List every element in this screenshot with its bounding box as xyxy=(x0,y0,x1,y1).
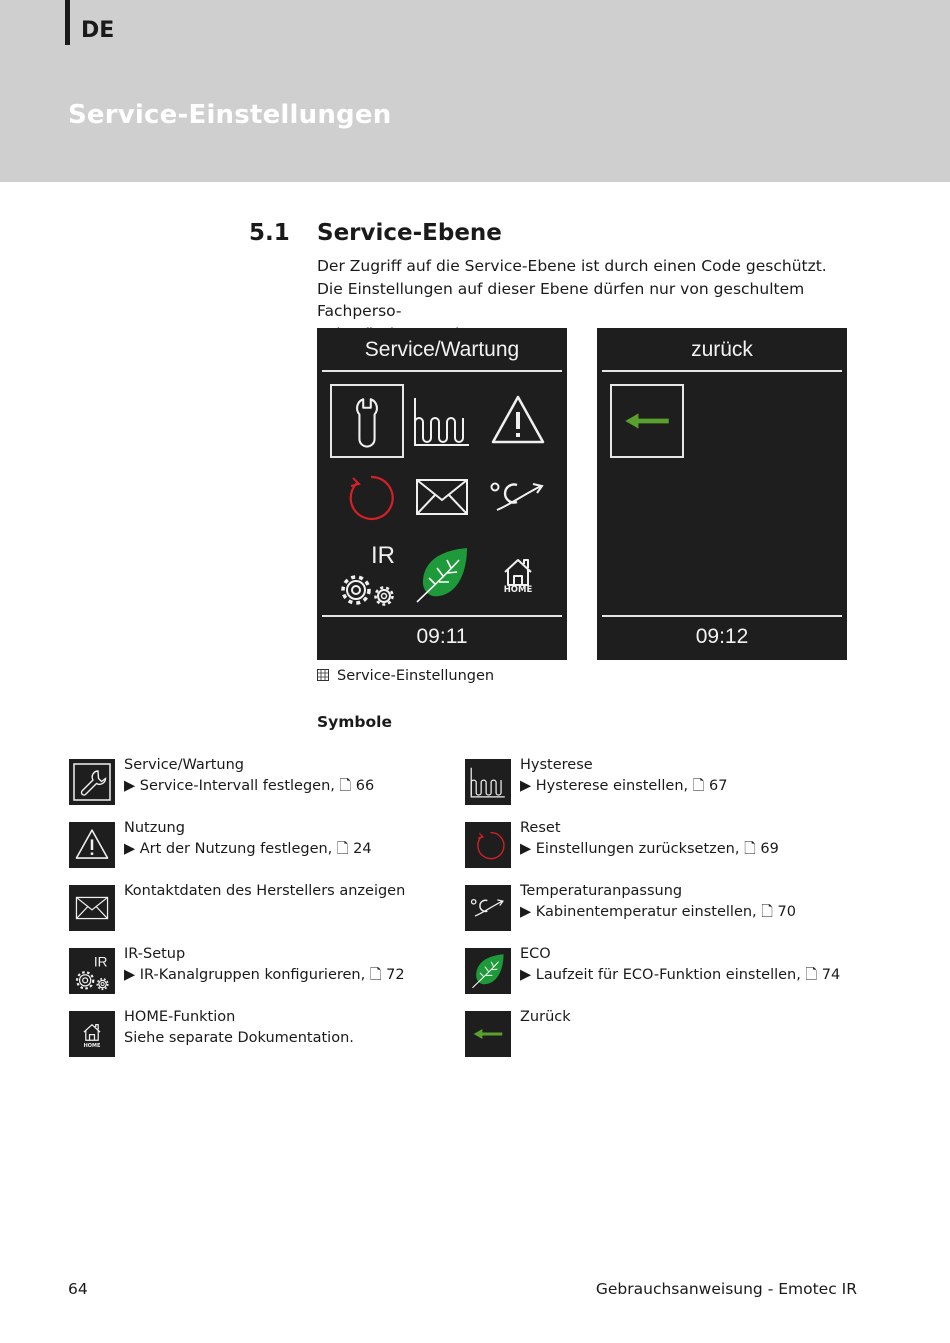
symbol-link[interactable]: ▶ Art der Nutzung festlegen, 🗋 24 xyxy=(124,841,372,857)
symbol-title: Service/Wartung xyxy=(124,757,245,773)
caption-text: Service-Einstellungen xyxy=(337,668,495,684)
screen-clock: 09:11 xyxy=(416,625,468,648)
temperature-adjust-icon xyxy=(465,885,511,931)
screen-title: Service/Wartung xyxy=(364,338,520,361)
ir-setup-icon xyxy=(69,948,115,994)
ir-setup-icon[interactable] xyxy=(330,538,404,612)
grid-icon xyxy=(317,669,329,681)
ir-label: IR xyxy=(371,542,395,569)
symbol-title: Nutzung xyxy=(124,820,185,836)
warning-icon[interactable] xyxy=(481,384,555,458)
back-screen xyxy=(597,328,847,660)
symbol-link[interactable]: ▶ IR-Kanalgruppen konfigurieren, 🗋 72 xyxy=(124,967,405,983)
service-menu-screen xyxy=(317,328,567,660)
screen-divider xyxy=(602,615,842,617)
figure-caption xyxy=(317,668,494,684)
symbols-heading: Symbole xyxy=(317,713,392,731)
symbol-desc: Siehe separate Dokumentation. xyxy=(124,1030,354,1046)
eco-leaf-icon xyxy=(465,948,511,994)
document-title: Gebrauchsanweisung - Emotec IR xyxy=(595,1280,857,1298)
home-icon[interactable] xyxy=(481,538,555,612)
screen-clock: 09:12 xyxy=(695,625,749,648)
svg-text:HOME: HOME xyxy=(83,1043,101,1050)
home-icon xyxy=(69,1011,115,1057)
hysteresis-icon[interactable] xyxy=(405,384,479,458)
warning-icon xyxy=(69,822,115,868)
eco-leaf-icon[interactable] xyxy=(405,538,479,612)
symbol-title: Kontaktdaten des Herstellers anzeigen xyxy=(124,883,406,899)
symbol-link[interactable]: ▶ Hysterese einstellen, 🗋 67 xyxy=(520,778,728,794)
back-arrow-icon[interactable] xyxy=(610,384,684,458)
symbol-title: Zurück xyxy=(520,1009,571,1025)
symbol-title: Reset xyxy=(520,820,561,836)
page-number: 64 xyxy=(68,1280,88,1298)
screen-divider xyxy=(322,615,562,617)
back-arrow-icon xyxy=(465,1011,511,1057)
home-label: HOME xyxy=(503,585,533,595)
section-number: 5.1 xyxy=(249,220,290,246)
symbol-title: IR-Setup xyxy=(124,946,186,962)
language-marker xyxy=(65,0,70,45)
section-title: Service-Ebene xyxy=(317,220,502,246)
symbol-title: HOME-Funktion xyxy=(124,1009,236,1025)
hysteresis-icon xyxy=(465,759,511,805)
reset-icon[interactable] xyxy=(330,460,404,534)
envelope-icon[interactable] xyxy=(405,460,479,534)
wrench-icon xyxy=(69,759,115,805)
envelope-icon xyxy=(69,885,115,931)
temperature-adjust-icon[interactable] xyxy=(481,460,555,534)
chapter-title: Service-Einstellungen xyxy=(68,100,392,130)
symbol-title: Temperaturanpassung xyxy=(520,883,683,899)
symbol-link[interactable]: ▶ Service-Intervall festlegen, 🗋 66 xyxy=(124,778,375,794)
symbol-link[interactable]: ▶ Einstellungen zurücksetzen, 🗋 69 xyxy=(520,841,779,857)
svg-text:IR: IR xyxy=(93,954,108,970)
language-code: DE xyxy=(81,18,115,43)
reset-icon xyxy=(465,822,511,868)
symbol-title: ECO xyxy=(520,946,551,962)
screen-divider xyxy=(602,370,842,372)
screen-divider xyxy=(322,370,562,372)
symbol-link[interactable]: ▶ Kabinentemperatur einstellen, 🗋 70 xyxy=(520,904,796,920)
intro-line: Die Einstellungen auf dieser Ebene dürfen nur von geschultem Fachperso- xyxy=(317,279,805,320)
symbol-title: Hysterese xyxy=(520,757,593,773)
screen-title: zurück xyxy=(691,338,753,361)
symbol-link[interactable]: ▶ Laufzeit für ECO-Funktion einstellen, 🗋 74 xyxy=(520,967,841,983)
intro-line: Der Zugriff auf die Service-Ebene ist durch einen Code geschützt. xyxy=(317,257,827,275)
wrench-icon[interactable] xyxy=(330,384,404,458)
header-band xyxy=(0,0,950,182)
